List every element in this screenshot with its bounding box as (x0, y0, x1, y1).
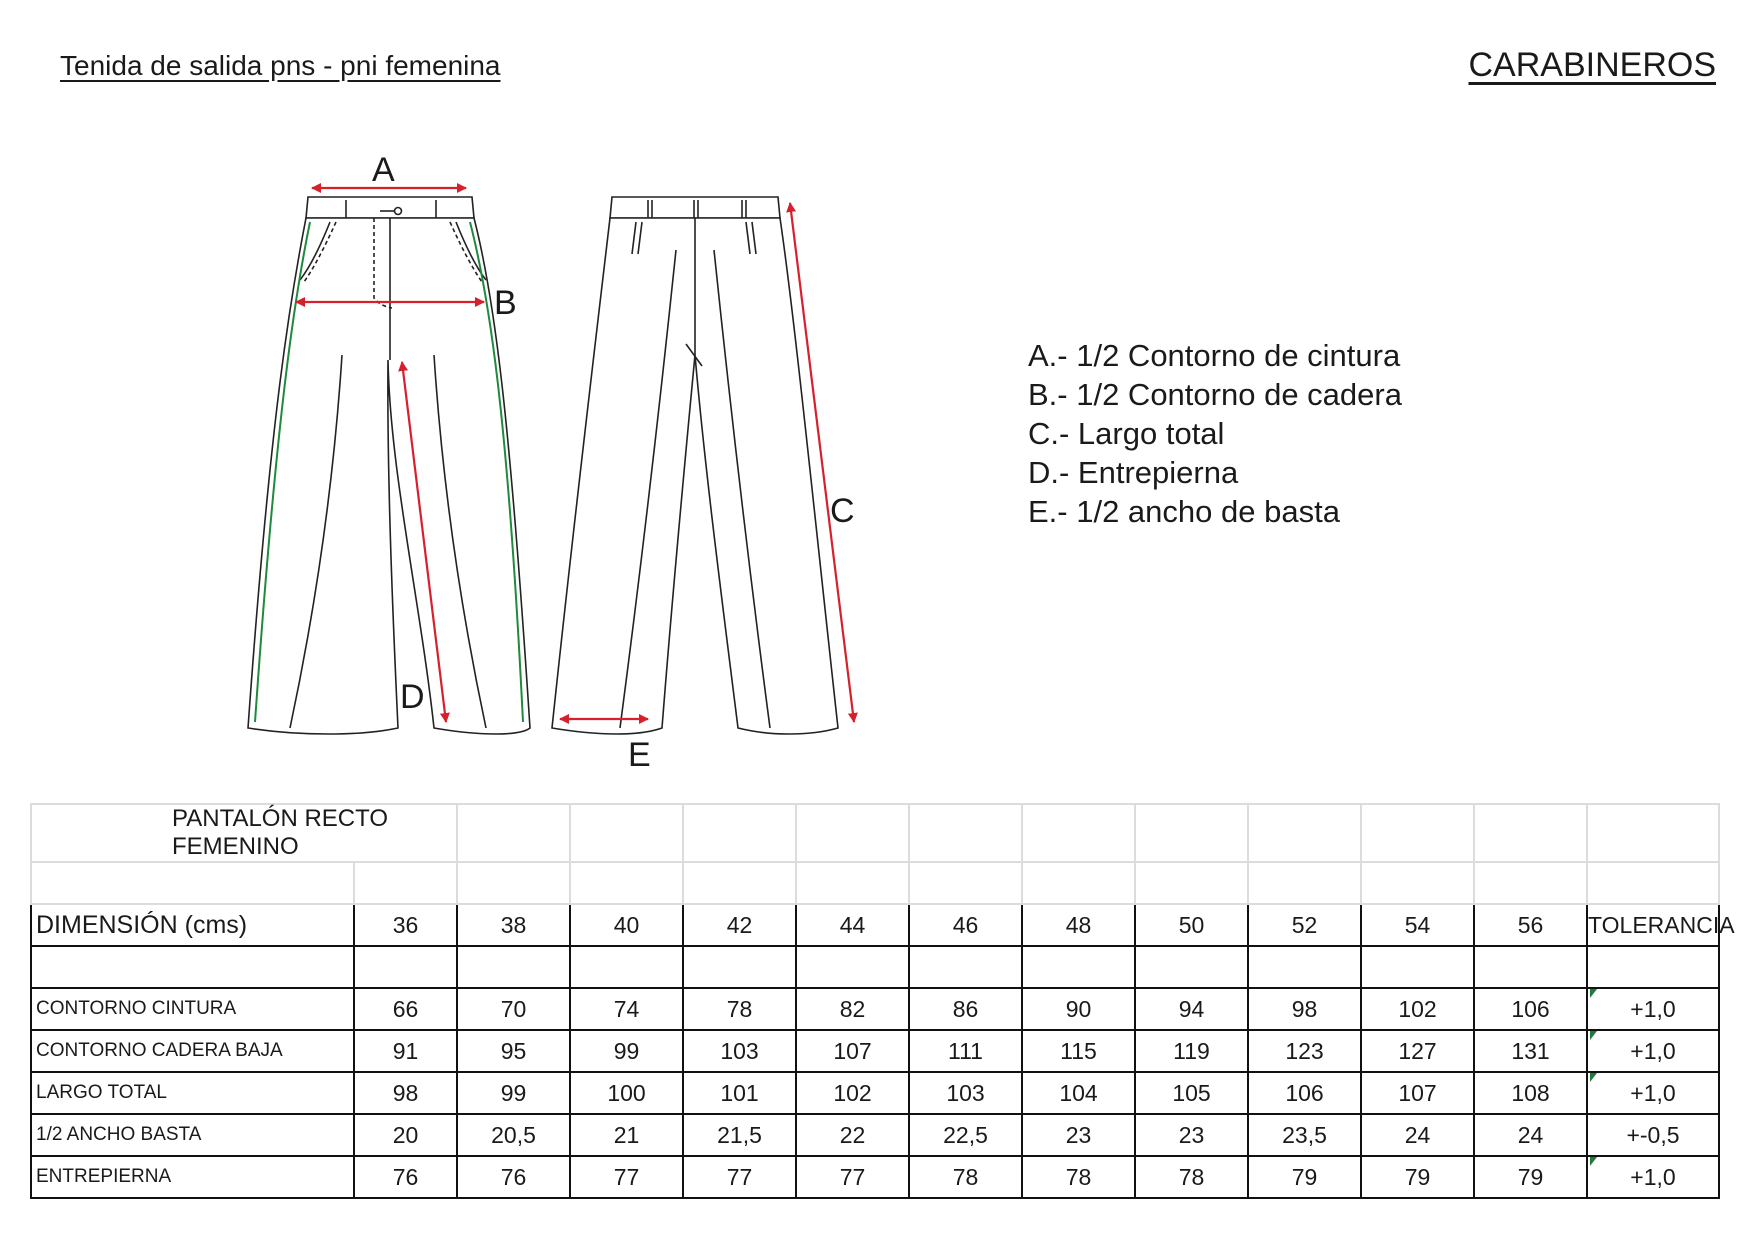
cell-value: 86 (909, 988, 1022, 1030)
size-header: 44 (796, 904, 909, 946)
cell-value: 99 (570, 1030, 683, 1072)
size-header: 56 (1474, 904, 1587, 946)
cell-value: 95 (457, 1030, 570, 1072)
tolerance-value: +1,0 (1630, 995, 1676, 1022)
cell-value: 21,5 (683, 1114, 796, 1156)
cell-value: 108 (1474, 1072, 1587, 1114)
size-header: 42 (683, 904, 796, 946)
cell-value: 77 (570, 1156, 683, 1198)
cell-value: 99 (457, 1072, 570, 1114)
green-corner-mark (1590, 1157, 1597, 1166)
size-header: 54 (1361, 904, 1474, 946)
spacer-row (31, 862, 1719, 904)
row-label: 1/2 ANCHO BASTA (31, 1114, 354, 1156)
table-row (31, 1030, 1719, 1072)
tolerance-value: +1,0 (1630, 1079, 1676, 1106)
cell-value: 115 (1022, 1030, 1135, 1072)
cell-value: 76 (354, 1156, 457, 1198)
tolerance-cell (1587, 1072, 1719, 1114)
front-view (248, 197, 530, 734)
dimension-label: DIMENSIÓN (cms) (31, 904, 354, 946)
cell-value: 21 (570, 1114, 683, 1156)
tolerance-cell (1587, 1114, 1719, 1156)
table-row (31, 1072, 1719, 1114)
tolerance-cell (1587, 1156, 1719, 1198)
tolerance-cell (1587, 1030, 1719, 1072)
cell-value: 106 (1248, 1072, 1361, 1114)
cell-value: 22 (796, 1114, 909, 1156)
cell-value: 82 (796, 988, 909, 1030)
cell-value: 111 (909, 1030, 1022, 1072)
cell-value: 131 (1474, 1030, 1587, 1072)
marker-e: E (628, 736, 651, 774)
cell-value: 101 (683, 1072, 796, 1114)
cell-value: 79 (1474, 1156, 1587, 1198)
marker-c: C (830, 492, 855, 530)
cell-value: 98 (1248, 988, 1361, 1030)
row-label: CONTORNO CINTURA (31, 988, 354, 1030)
size-header: 52 (1248, 904, 1361, 946)
cell-value: 98 (354, 1072, 457, 1114)
tolerance-value: +-0,5 (1626, 1121, 1680, 1148)
cell-value: 102 (796, 1072, 909, 1114)
cell-value: 106 (1474, 988, 1587, 1030)
table-row (31, 988, 1719, 1030)
tolerance-value: +1,0 (1630, 1037, 1676, 1064)
cell-value: 105 (1135, 1072, 1248, 1114)
cell-value: 103 (683, 1030, 796, 1072)
tolerance-value: +1,0 (1630, 1163, 1676, 1190)
legend-item-e: E.- 1/2 ancho de basta (1028, 494, 1340, 529)
size-header: 46 (909, 904, 1022, 946)
legend-item-b: B.- 1/2 Contorno de cadera (1028, 377, 1402, 412)
cell-value: 103 (909, 1072, 1022, 1114)
cell-value: 78 (683, 988, 796, 1030)
cell-value: 66 (354, 988, 457, 1030)
legend-item-c: C.- Largo total (1028, 416, 1225, 451)
size-header: 38 (457, 904, 570, 946)
green-corner-mark (1590, 989, 1597, 998)
marker-d: D (400, 678, 425, 716)
size-spec-table (30, 803, 1735, 1199)
green-corner-mark (1590, 1073, 1597, 1082)
cell-value: 100 (570, 1072, 683, 1114)
cell-value: 78 (1022, 1156, 1135, 1198)
size-header: 36 (354, 904, 457, 946)
size-header-row (31, 904, 1719, 946)
cell-value: 107 (1361, 1072, 1474, 1114)
cell-value: 22,5 (909, 1114, 1022, 1156)
legend-item-a: A.- 1/2 Contorno de cintura (1028, 338, 1401, 373)
cell-value: 79 (1248, 1156, 1361, 1198)
cell-value: 20,5 (457, 1114, 570, 1156)
cell-value: 119 (1135, 1030, 1248, 1072)
brand-name: CARABINEROS (1468, 46, 1716, 84)
cell-value: 74 (570, 988, 683, 1030)
back-view (552, 197, 838, 734)
cell-value: 90 (1022, 988, 1135, 1030)
row-label: CONTORNO CADERA BAJA (31, 1030, 354, 1072)
cell-value: 123 (1248, 1030, 1361, 1072)
size-header: 50 (1135, 904, 1248, 946)
blank-row (31, 946, 1719, 988)
marker-b: B (494, 284, 517, 322)
cell-value: 76 (457, 1156, 570, 1198)
tolerance-cell (1587, 988, 1719, 1030)
size-header: 48 (1022, 904, 1135, 946)
cell-value: 23 (1022, 1114, 1135, 1156)
cell-value: 23 (1135, 1114, 1248, 1156)
cell-value: 78 (909, 1156, 1022, 1198)
cell-value: 79 (1361, 1156, 1474, 1198)
row-label: LARGO TOTAL (31, 1072, 354, 1114)
cell-value: 24 (1474, 1114, 1587, 1156)
marker-a: A (372, 151, 395, 189)
table-title-row (31, 804, 1719, 862)
cell-value: 78 (1135, 1156, 1248, 1198)
legend-item-d: D.- Entrepierna (1028, 455, 1239, 490)
green-corner-mark (1590, 1031, 1597, 1040)
cell-value: 91 (354, 1030, 457, 1072)
table-title: PANTALÓN RECTO FEMENINO (31, 804, 457, 862)
cell-value: 94 (1135, 988, 1248, 1030)
cell-value: 127 (1361, 1030, 1474, 1072)
tolerance-header: TOLERANCIA (1587, 904, 1719, 946)
cell-value: 102 (1361, 988, 1474, 1030)
cell-value: 77 (683, 1156, 796, 1198)
row-label: ENTREPIERNA (31, 1156, 354, 1198)
size-header: 40 (570, 904, 683, 946)
cell-value: 104 (1022, 1072, 1135, 1114)
cell-value: 24 (1361, 1114, 1474, 1156)
cell-value: 70 (457, 988, 570, 1030)
cell-value: 107 (796, 1030, 909, 1072)
document-title: Tenida de salida pns - pni femenina (60, 50, 501, 81)
cell-value: 77 (796, 1156, 909, 1198)
cell-value: 23,5 (1248, 1114, 1361, 1156)
cell-value: 20 (354, 1114, 457, 1156)
table-row (31, 1156, 1719, 1198)
table-row (31, 1114, 1719, 1156)
measurement-legend (1028, 336, 1402, 531)
